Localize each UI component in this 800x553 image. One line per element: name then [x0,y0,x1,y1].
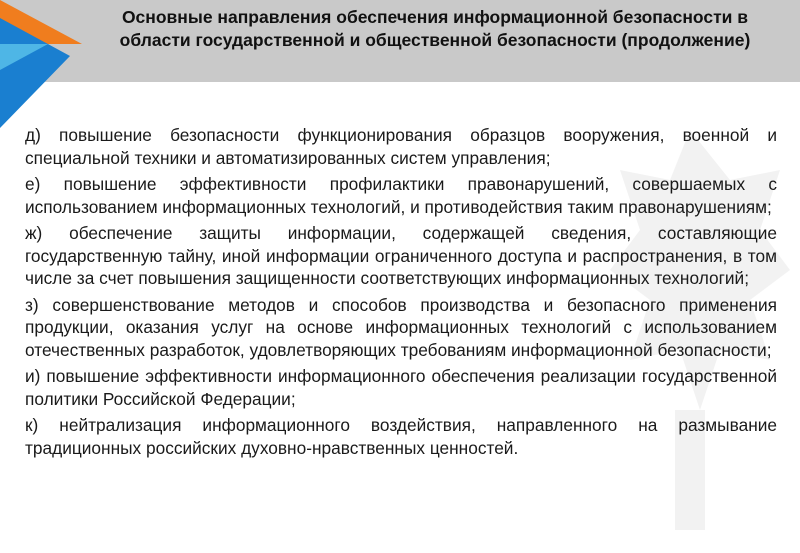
paragraph-i: и) повышение эффективности информационного обеспечения реализации государственной политики Российской Федерации; [25,366,777,409]
slide-title: Основные направления обеспечения информационной безопасности в области государственной и общественной безопасности (продолжение) [119,7,751,50]
paragraph-e: е) повышение эффективности профилактики правонарушений, совершаемых с использованием информационных технологий, и противодействия таким правонарушениям; [25,174,777,217]
body-text [25,124,777,463]
paragraph-d: д) повышение безопасности функционирования образцов вооружения, военной и специальной техники и автоматизированных систем управления; [25,125,777,168]
paragraph-k: к) нейтрализация информационного воздействия, направленного на размывание традиционных российских духовно-нравственных ценностей. [25,415,777,458]
paragraph-z: з) совершенствование методов и способов производства и безопасного применения продукции, оказания услуг на основе информационных технологий с использованием отечественных разработок, удовлетворяющих требованиям информационной безопасности; [25,294,777,360]
triangle-logo-icon [0,0,110,130]
paragraph-zh: ж) обеспечение защиты информации, содержащей сведения, составляющие государственную тайну, иной информации ограниченного доступа и распространения, в том числе за счет повышения защищенности соответствующих информационных технологий; [25,223,777,288]
